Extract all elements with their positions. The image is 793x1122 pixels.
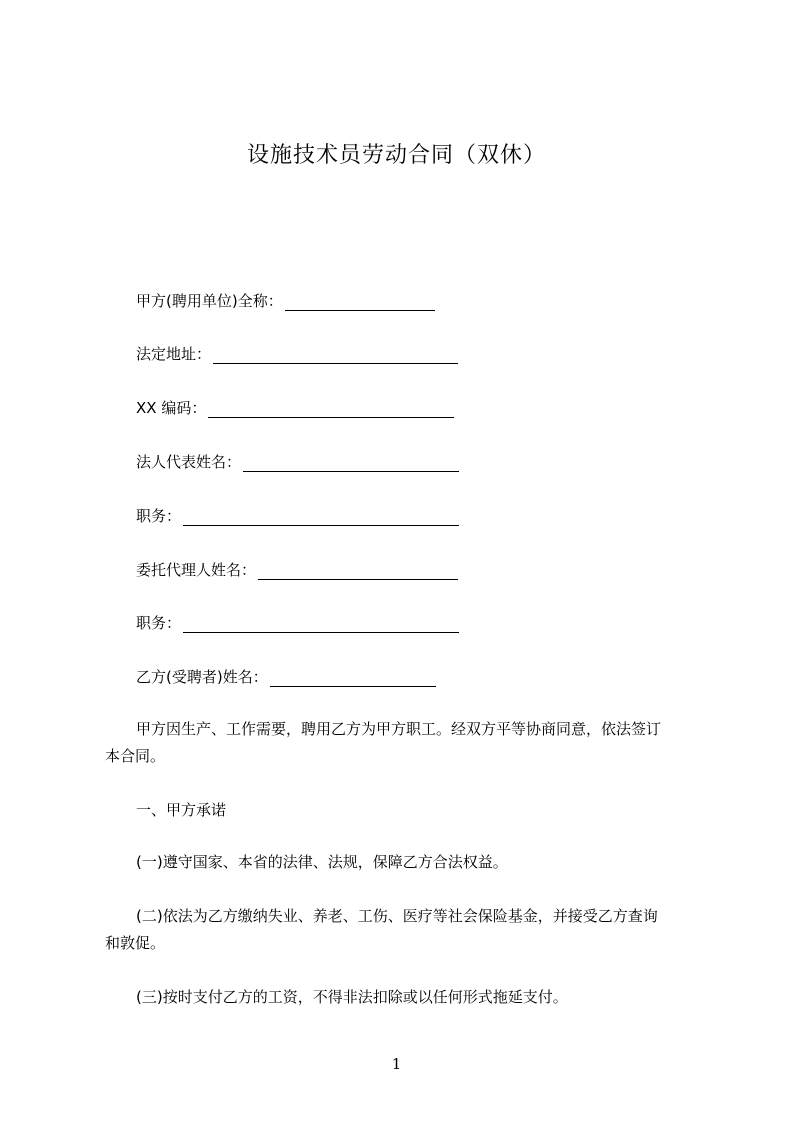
- clause-3: (三)按时支付乙方的工资，不得非法扣除或以任何形式拖延支付。: [136, 988, 568, 1006]
- legal-rep-position-field: [136, 506, 459, 526]
- legal-address-blank: [213, 347, 458, 364]
- clause-2-line-2: 和敦促。: [105, 934, 166, 952]
- postal-code-field: [136, 398, 454, 418]
- agent-name-blank: [258, 563, 458, 580]
- intro-paragraph-line-1: 甲方因生产、工作需要，聘用乙方为甲方职工。经双方平等协商同意，依法签订: [136, 720, 662, 738]
- intro-paragraph-line-2: 本合同。: [105, 747, 166, 765]
- party-a-name-field: [136, 291, 435, 311]
- postal-code-label: XX 编码：: [136, 399, 207, 417]
- party-a-name-label: 甲方(聘用单位)全称：: [136, 292, 283, 310]
- postal-code-blank: [208, 401, 454, 418]
- party-a-name-blank: [285, 294, 435, 311]
- document-title: 设施技术员劳动合同（双休）: [246, 143, 546, 168]
- agent-position-blank: [183, 616, 459, 633]
- party-b-name-blank: [270, 670, 436, 687]
- agent-name-field: [136, 560, 458, 580]
- legal-rep-name-field: [136, 452, 459, 472]
- legal-address-label: 法定地址：: [136, 345, 212, 363]
- legal-rep-position-label: 职务：: [136, 507, 182, 525]
- agent-name-label: 委托代理人姓名：: [136, 561, 257, 579]
- clause-2-line-1: (二)依法为乙方缴纳失业、养老、工伤、医疗等社会保险基金，并接受乙方查询: [136, 907, 658, 925]
- section-1-heading: 一、甲方承诺: [136, 801, 227, 819]
- legal-rep-position-blank: [183, 509, 459, 526]
- party-b-name-label: 乙方(受聘者)姓名：: [136, 668, 268, 686]
- legal-rep-name-blank: [243, 455, 459, 472]
- party-b-name-field: [136, 667, 436, 687]
- clause-1: (一)遵守国家、本省的法律、法规，保障乙方合法权益。: [136, 853, 508, 871]
- legal-address-field: [136, 344, 458, 364]
- legal-rep-name-label: 法人代表姓名：: [136, 453, 242, 471]
- page-number: 1: [391, 1055, 402, 1073]
- agent-position-field: [136, 613, 459, 633]
- agent-position-label: 职务：: [136, 614, 182, 632]
